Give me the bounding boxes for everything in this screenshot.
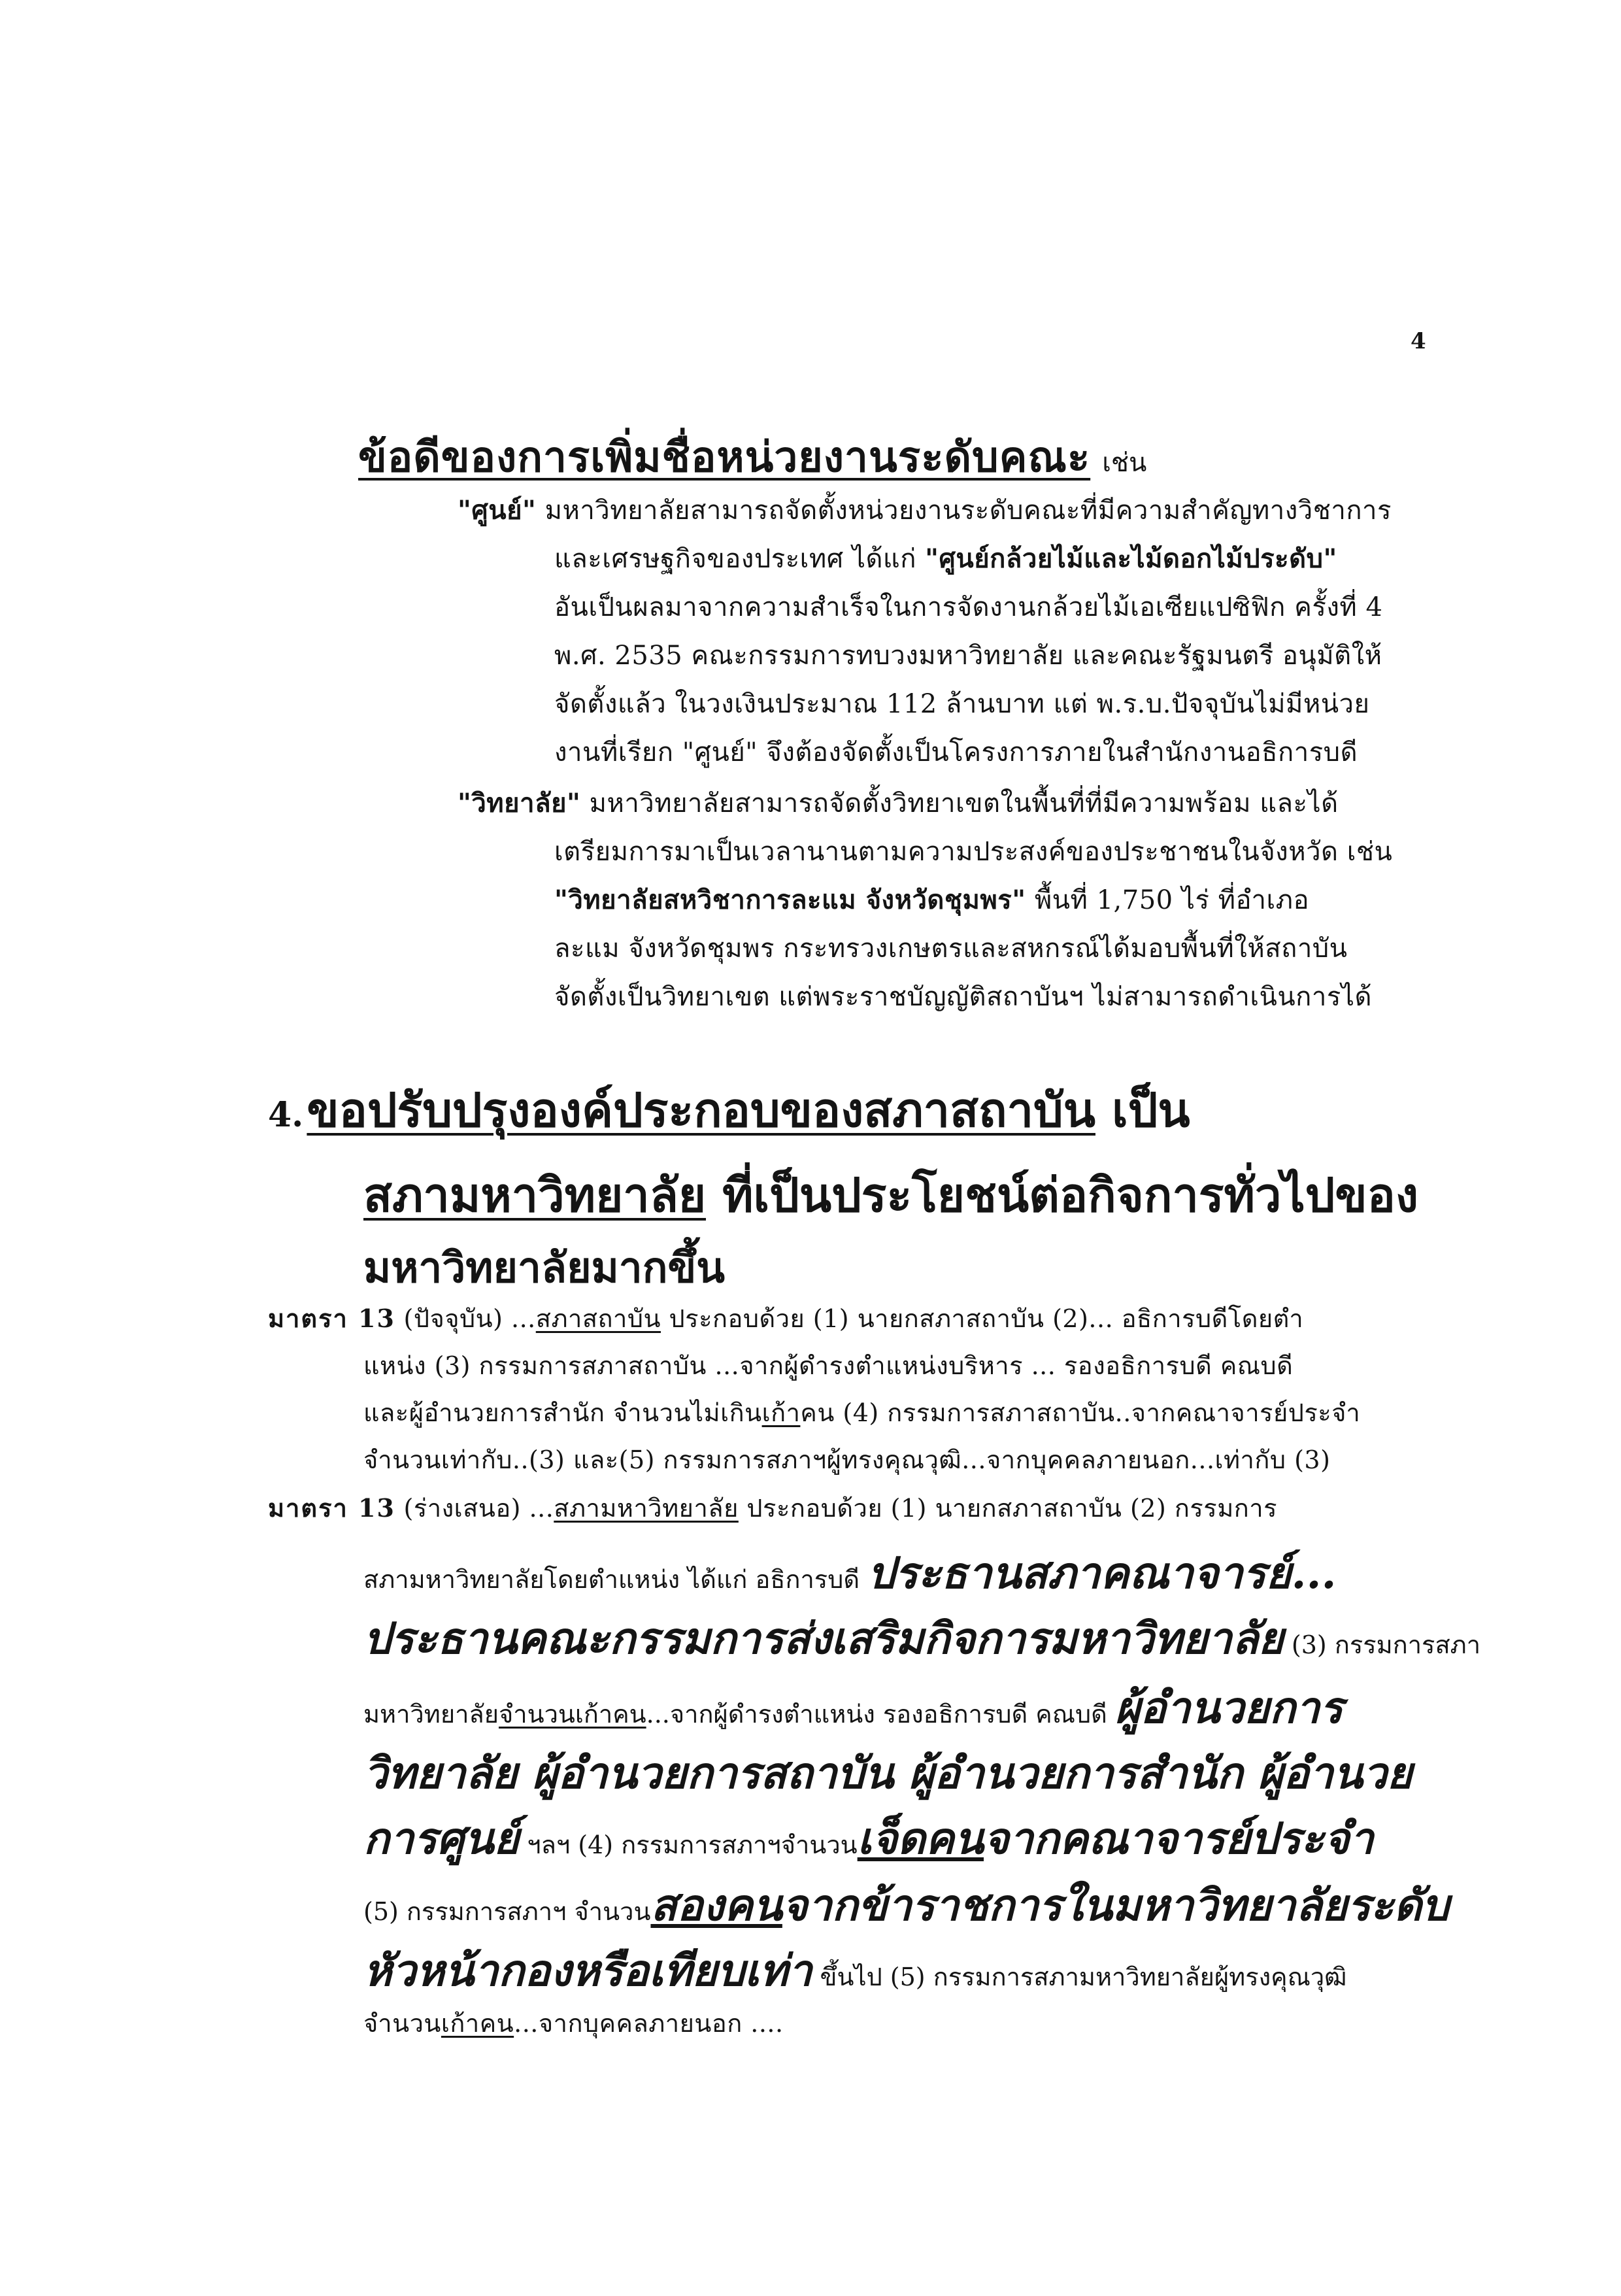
directors-list: วิทยาลัย ผู้อำนวยการสถาบัน ผู้อำนวยการสำนัก ผู้อำนวย — [363, 1747, 1412, 1798]
center-line-2 — [554, 537, 1337, 579]
current-law-line-2: แหน่ง (3) กรรมการสภาสถาบัน ...จากผู้ดำรงตำแหน่งบริหาร ... รองอธิการบดี คณบดี — [363, 1351, 1294, 1380]
proposed-law-text-6b: ฯลฯ (4) กรรมการสภาฯจำนวน — [527, 1831, 858, 1859]
advantages-heading-tail: เช่น — [1102, 448, 1147, 478]
college-text-1: มหาวิทยาลัยสามารถจัดตั้งวิทยาเขตในพื้นที่ที่มีความพร้อม และได้ — [589, 788, 1339, 819]
proposed-law-label: มาตรา 13 — [268, 1493, 395, 1523]
advantages-heading-text: ข้อดีของการเพิ่มชื่อหน่วยงานระดับคณะ — [358, 433, 1091, 482]
proposed-law-text-9a: จำนวน — [363, 2009, 441, 2038]
orchid-center-name: "ศูนย์กล้วยไม้และไม้ดอกไม้ประดับ" — [925, 543, 1337, 574]
current-law-text-3a: และผู้อำนวยการสำนัก จำนวนไม่เกิน — [363, 1398, 762, 1427]
lamae-college-name: "วิทยาลัยสหวิชาการละแม จังหวัดชุมพร" — [554, 885, 1026, 915]
current-law-text-1a: (ปัจจุบัน) ... — [403, 1304, 536, 1333]
proposed-law-nine-external: เก้าคน — [441, 2009, 514, 2038]
center-text-1: มหาวิทยาลัยสามารถจัดตั้งหน่วยงานระดับคณะที่มีความสำคัญทางวิชาการ — [544, 496, 1392, 526]
from-officials: จากข้าราชการในมหาวิทยาลัยระดับ — [782, 1880, 1449, 1931]
section4-heading-line-2 — [363, 1157, 1418, 1232]
division-head-level: หัวหน้ากองหรือเทียบเท่า — [363, 1945, 812, 1996]
two-members: สองคน — [650, 1880, 782, 1931]
current-law-text-1b: ประกอบด้วย (1) นายกสภาสถาบัน (2)... อธิการบดีโดยตำ — [660, 1304, 1304, 1333]
center-director: การศูนย์ — [363, 1813, 520, 1864]
faculty-senate-president: ประธานสภาคณาจารย์... — [867, 1547, 1337, 1598]
seven-members: เจ็ดคน — [857, 1813, 984, 1864]
section4-line2-tail: ที่เป็นประโยชน์ต่อกิจการทั่วไปของ — [722, 1168, 1418, 1223]
proposed-law-text-1a: (ร่างเสนอ) ... — [403, 1494, 554, 1523]
director-highlight: ผู้อำนวยการ — [1114, 1682, 1343, 1733]
college-line-3 — [554, 879, 1309, 920]
college-line-1 — [458, 782, 1339, 824]
from-faculty: จากคณาจารย์ประจำ — [984, 1813, 1374, 1864]
current-law-nine: เก้า — [761, 1398, 801, 1427]
current-law-line-1 — [268, 1298, 1303, 1338]
proposed-law-text-9b: ...จากบุคคลภายนอก .... — [514, 2009, 784, 2038]
advantages-heading — [358, 424, 1146, 490]
section4-title-underlined: ขอปรับปรุงองค์ประกอบของสภาสถาบัน — [307, 1083, 1095, 1138]
center-text-2a: และเศรษฐกิจของประเทศ ได้แก่ — [554, 544, 916, 574]
proposed-law-line-7 — [363, 1871, 1449, 1940]
center-line-3: อันเป็นผลมาจากความสำเร็จในการจัดงานกล้วยไม้เอเซียแปซิฟิก ครั้งที่ 4 — [554, 592, 1383, 622]
center-line-4: พ.ศ. 2535 คณะกรรมการทบวงมหาวิทยาลัย และคณะรัฐมนตรี อนุมัติให้ — [554, 641, 1382, 671]
section4-heading-line-1 — [268, 1072, 1190, 1147]
center-line-1 — [458, 489, 1392, 531]
section4-heading-line-3: มหาวิทยาลัยมากขึ้น — [363, 1244, 725, 1292]
proposed-law-council: สภามหาวิทยาลัย — [554, 1494, 739, 1523]
current-law-text-3b: คน (4) กรรมการสภาสถาบัน..จากคณาจารย์ประจำ — [800, 1398, 1361, 1427]
current-law-council: สภาสถาบัน — [535, 1304, 661, 1333]
center-line-5: จัดตั้งแล้ว ในวงเงินประมาณ 112 ล้านบาท แต่ พ.ร.บ.ปัจจุบันไม่มีหน่วย — [554, 689, 1370, 719]
proposed-law-text-3b: (3) กรรมการสภา — [1291, 1630, 1481, 1659]
college-text-3b: พื้นที่ 1,750 ไร่ ที่อำเภอ — [1034, 885, 1310, 915]
proposed-law-text-2a: สภามหาวิทยาลัยโดยตำแหน่ง ได้แก่ อธิการบดี — [363, 1565, 860, 1594]
proposed-law-text-8b: ขึ้นไป (5) กรรมการสภามหาวิทยาลัยผู้ทรงคุณวุฒิ — [820, 1963, 1347, 1991]
page-number: 4 — [1411, 328, 1426, 354]
proposed-law-line-4 — [363, 1674, 1343, 1742]
proposed-law-text-1b: ประกอบด้วย (1) นายกสภาสถาบัน (2) กรรมการ — [738, 1494, 1278, 1523]
college-line-4: ละแม จังหวัดชุมพร กระทรวงเกษตรและสหกรณ์ได้มอบพื้นที่ให้สถาบัน — [554, 934, 1348, 964]
proposed-law-line-8 — [363, 1936, 1347, 2005]
proposed-law-line-9 — [363, 2003, 784, 2043]
proposed-law-line-2 — [363, 1539, 1336, 1608]
college-line-2: เตรียมการมาเป็นเวลานานตามความประสงค์ของประชาชนในจังหวัด เช่น — [554, 837, 1393, 867]
center-line-6: งานที่เรียก "ศูนย์" จึงต้องจัดตั้งเป็นโครงการภายในสำนักงานอธิการบดี — [554, 737, 1358, 768]
promotion-committee-president: ประธานคณะกรรมการส่งเสริมกิจการมหาวิทยาลัย — [363, 1613, 1284, 1664]
current-law-line-4: จำนวนเท่ากับ..(3) และ(5) กรรมการสภาฯผู้ทรงคุณวุฒิ...จากบุคคลภายนอก...เท่ากับ (3) — [363, 1445, 1331, 1474]
proposed-law-line-1 — [268, 1488, 1277, 1528]
college-term: "วิทยาลัย" — [458, 788, 581, 819]
proposed-law-line-6 — [363, 1804, 1374, 1873]
section4-number: 4. — [268, 1095, 304, 1135]
proposed-law-text-7a: (5) กรรมการสภาฯ จำนวน — [363, 1897, 651, 1926]
proposed-law-text-4a: มหาวิทยาลัย — [363, 1700, 499, 1729]
proposed-law-line-3 — [363, 1604, 1480, 1673]
center-term: "ศูนย์" — [458, 495, 537, 526]
proposed-law-line-5 — [363, 1739, 1412, 1808]
proposed-law-nine-members: จำนวนเก้าคน — [498, 1700, 646, 1729]
section4-title-tail: เป็น — [1112, 1083, 1190, 1138]
current-law-line-3 — [363, 1393, 1360, 1432]
current-law-label: มาตรา 13 — [268, 1304, 395, 1333]
college-line-5: จัดตั้งเป็นวิทยาเขต แต่พระราชบัญญัติสถาบันฯ ไม่สามารถดำเนินการได้ — [554, 982, 1372, 1012]
proposed-law-text-4b: ...จากผู้ดำรงตำแหน่ง รองอธิการบดี คณบดี — [646, 1700, 1107, 1729]
section4-line2-underlined: สภามหาวิทยาลัย — [363, 1168, 707, 1223]
